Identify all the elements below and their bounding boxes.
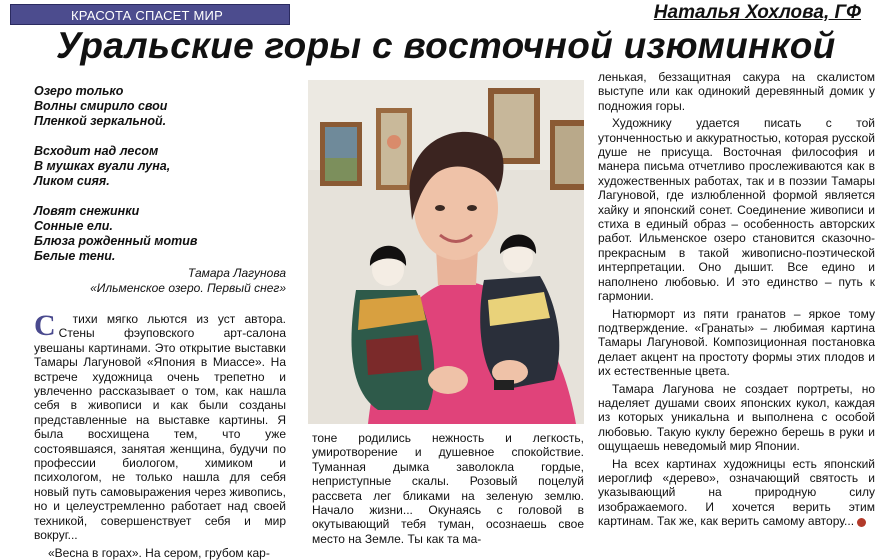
poem-line: Сонные ели.: [34, 219, 113, 233]
article-column-3: [598, 70, 875, 544]
poem-line: Всходит над лесом: [34, 144, 159, 158]
poem-author: Тамара Лагунова: [187, 266, 286, 280]
poem-line: Белые тени.: [34, 249, 116, 263]
poem-stanza: [34, 84, 294, 129]
paragraph: [598, 457, 875, 529]
article-column-2: [312, 431, 584, 545]
paragraph: Художнику удается писать с той утонченностью и аккуратностью, которая русской душе не присуща. Восточная философия и манера письма отчетливо прослеживаются как в художественных работах, так и в поэзии Тамары Лагуновой, где излюбленной формой является хайку и японский сонет. Соединение живописи и стиха в единый образ – особенность авторских работ. Ильменское озеро становится сказочно-прекрасным в такой живописно-поэтической интерпретации. Оно дышит. Все едино и наполнено любовью. И это единство – путь к гармонии.: [598, 116, 875, 304]
author-byline: Наталья Хохлова, ГФ: [653, 2, 861, 23]
paragraph: тоне родились нежность и легкость, умиротворение и душевное спокойствие. Туманная дымка заволокла гордые, неприступные скалы. Розовый поцелуй рассвета лег бликами на зеленую землю. Начало жизни... Окунаясь с головой в окутывающий тебя туман, осознаешь свое место на Земле. Ты как та ма-: [312, 431, 584, 546]
paragraph: ленькая, беззащитная сакура на скалистом выступе или как одинокий деревянный домик у подножия горы.: [598, 70, 875, 113]
paragraph-text: На всех картинах художницы есть японский иероглиф «дерево», означающий святость и указывающий на природную силу изображаемого. И хочется верить этим картинам. Так же, как верить самому автору...: [598, 456, 875, 529]
poem-source: «Ильменское озеро. Первый снег»: [90, 281, 286, 295]
epigraph-poem: [34, 84, 294, 279]
poem-stanza: [34, 204, 294, 264]
paragraph: Натюрморт из пяти гранатов – яркое тому подтверждение. «Гранаты» – любимая картина Тамары Лагуновой. Композиционная постановка делает акцент на простоту формы этих плодов и их естественные цвета.: [598, 306, 875, 379]
painting-frame-center: [376, 108, 412, 190]
section-rubric: КРАСОТА СПАСЕТ МИР: [10, 4, 290, 25]
paragraph: «Весна в горах». На сером, грубом кар-: [48, 545, 270, 560]
painting-frame-left: [320, 122, 362, 186]
paragraph: Тамара Лагунова не создает портреты, но наделяет душами своих японских кукол, каждая из которых уникальна и выполнена с особой любовью. Такую куклу бережно берешь в руки и ощущаешь неведомый мир Японии.: [598, 381, 875, 454]
poem-signature: [40, 266, 286, 296]
poem-stanza: [34, 144, 294, 189]
article-column-1: [34, 309, 286, 560]
paragraph-text: тихи мягко льются из уст автора. Стены фэуповского арт-салона увешаны картинами. Это открытие выставки Тамары Лагуновой «Япония в Миассе». На встрече художница очень трепетно и увлеченно рассказывает о том, как нашла себя в живописи и как были созданы представленные на выставке картины. Я была восхищена тем, что уже состоявшаяся, занятая женщина, будучи по профессии биологом, химиком и психологом, не только нашла для себя новый путь самовыражения через живопись, но и целеустремленно работает над своей техникой, совершенствует себя и мир вокруг...: [34, 312, 286, 543]
poem-line: Ликом сияя.: [34, 174, 110, 188]
drop-cap: С: [34, 309, 56, 342]
poem-line: Озеро только: [34, 84, 124, 98]
poem-line: Пленкой зеркальной.: [34, 114, 167, 128]
end-mark-icon: [857, 518, 866, 527]
poem-line: Волны смирило свои: [34, 99, 168, 113]
article-photo: [308, 80, 584, 424]
paragraph: [34, 309, 286, 543]
poem-line: Блюза рожденный мотив: [34, 234, 198, 248]
article-headline: Уральские горы с восточной изюминкой: [56, 25, 836, 66]
poem-line: Ловят снежинки: [34, 204, 140, 218]
photo-woman-with-dolls-icon: [308, 80, 584, 424]
poem-line: В мушках вуали луна,: [34, 159, 171, 173]
